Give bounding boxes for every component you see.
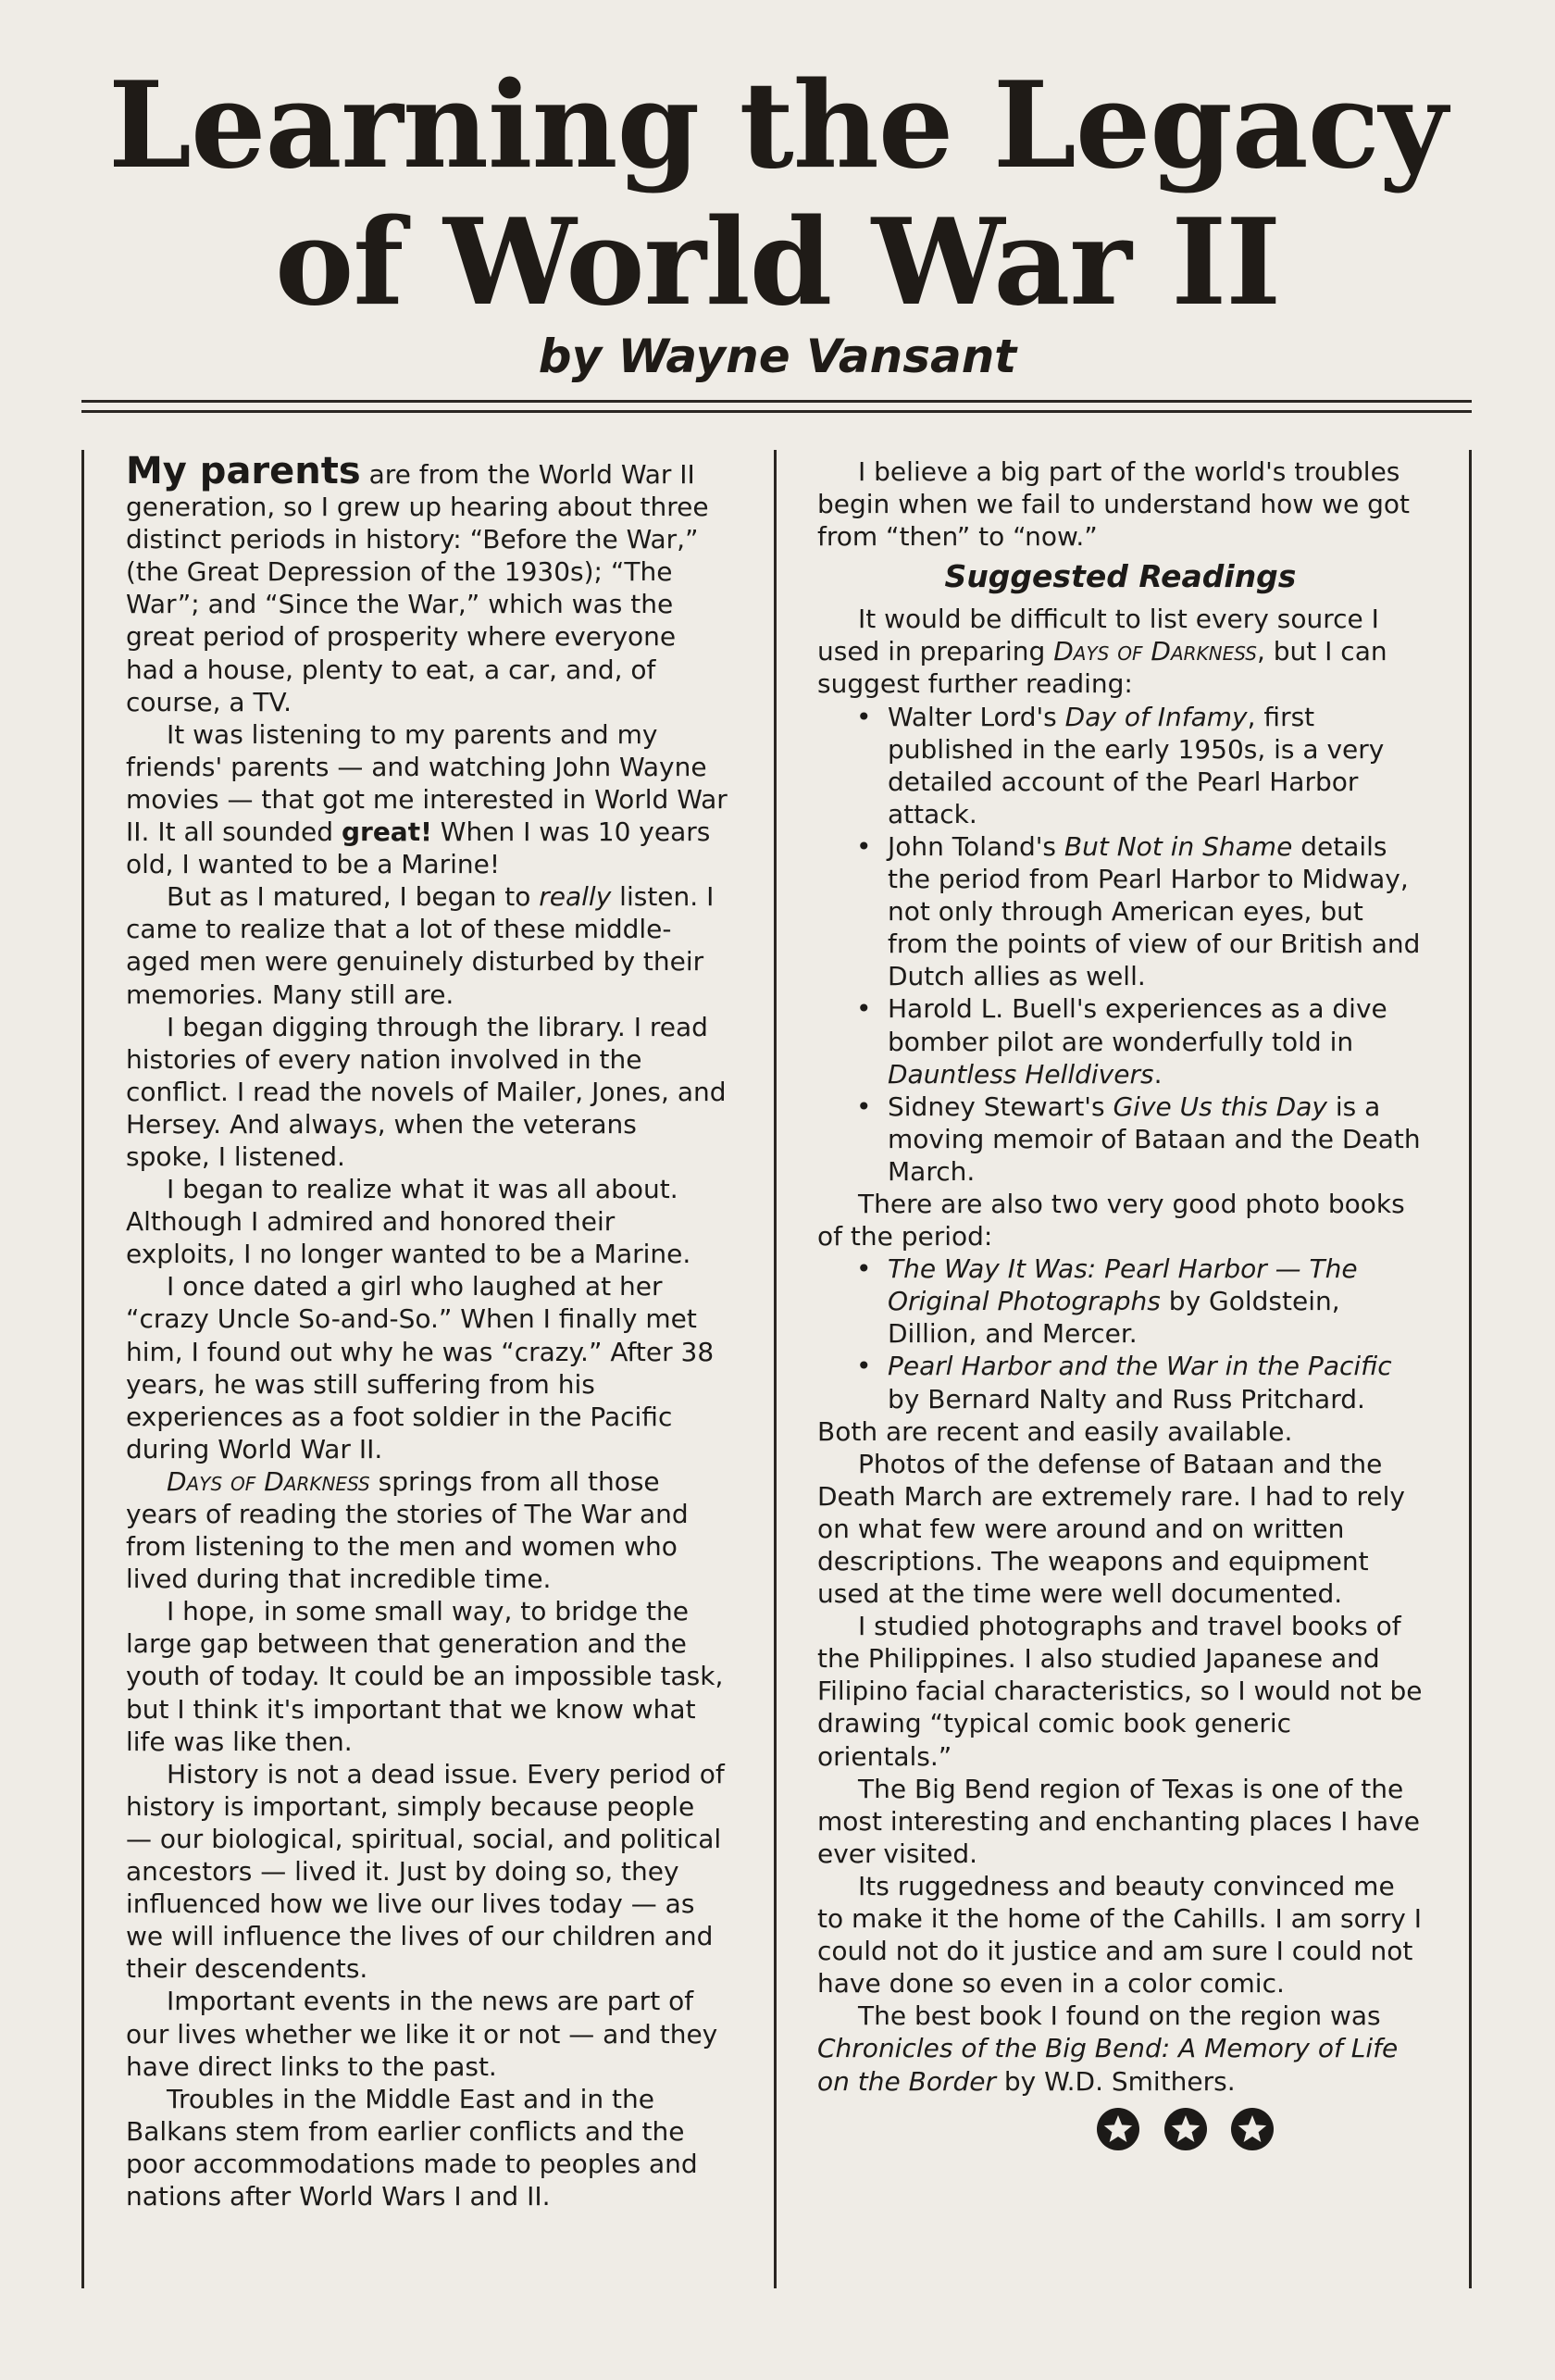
paragraph: I began to realize what it was all about. Although I admired and honored their exploits, I no longer wanted to be a Marine. xyxy=(126,1174,691,1270)
bullet: • xyxy=(856,1090,872,1122)
list-item: • Harold L. Buell's experiences as a dive bomber pilot are wonderfully told in Dauntless Helldivers. xyxy=(856,993,1387,1090)
paragraph: It would be difficult to list every source I used in preparing Days of Darkness, but I can suggest further reading: xyxy=(817,604,1387,700)
list-item: • Sidney Stewart's Give Us this Day is a moving memoir of Bataan and the Death March. xyxy=(856,1090,1421,1187)
reading-list xyxy=(817,701,1424,1188)
paragraph: I hope, in some small way, to bridge the large gap between that generation and the youth of today. It could be an impossible task, but I think it's important that we know what life was like then. xyxy=(126,1596,724,1757)
paragraph: It was listening to my parents and my friends' parents — and watching John Wayne movies — that got me interested in World War II. It all sounded great! When I was 10 years old, I wanted to be a Marine! xyxy=(126,718,728,880)
bullet: • xyxy=(856,993,872,1025)
paragraph: Both are recent and easily available. xyxy=(817,1415,1293,1447)
lead-in: My parents xyxy=(126,450,361,492)
list-item: • John Toland's But Not in Shame details the period from Pearl Harbor to Midway, not only through American eyes, but from the points of view of our British and Dutch allies as well. xyxy=(856,830,1421,992)
photo-book-list xyxy=(817,1252,1424,1414)
title-line-2: of World War II xyxy=(274,193,1281,332)
byline: by Wayne Vansant xyxy=(538,330,1017,383)
paragraph: Days of Darkness springs from all those years of reading the stories of The War and from listening to the men and women who lived during that incredible time. xyxy=(126,1465,689,1595)
right-column xyxy=(817,455,1424,2159)
list-item: • Walter Lord's Day of Infamy, first published in the early 1950s, is a very detailed account of the Pearl Harbor attack. xyxy=(856,701,1385,829)
paragraph: But as I matured, I began to really listen. I came to realize that a lot of these middle-aged men were genuinely disturbed by their memories. Many still are. xyxy=(126,881,715,1010)
column-rule-right xyxy=(1469,450,1472,2288)
paragraph: The best book I found on the region was Chronicles of the Big Bend: A Memory of Life on the Border by W.D. Smithers. xyxy=(817,2000,1399,2097)
paragraph: Troubles in the Middle East and in the Balkans stem from earlier conflicts and the poor accommodations made to peoples and nations after World Wars I and II. xyxy=(126,2083,698,2212)
article-title xyxy=(56,57,1499,331)
book-title: Days of Darkness xyxy=(167,1465,370,1497)
paragraph: Photos of the defense of Bataan and the Death March are extremely rare. I had to rely on what few were around and on written descriptions. The weapons and equipment used at the time were well documented. xyxy=(817,1448,1405,1610)
left-column xyxy=(126,450,728,2212)
paragraph: There are also two very good photo books of the period: xyxy=(817,1188,1405,1252)
book-title: Days of Darkness xyxy=(1053,636,1257,667)
section-heading: Suggested Readings xyxy=(944,558,1297,595)
end-ornament xyxy=(817,2107,1424,2159)
title-line-1: Learning the Legacy xyxy=(108,56,1447,195)
header-rule-top xyxy=(81,400,1472,403)
column-rule-middle xyxy=(774,450,777,2288)
header-rule-bottom xyxy=(81,410,1472,413)
paragraph: Its ruggedness and beauty convinced me to make it the home of the Cahills. I am sorry I could not do it justice and am sure I could not have done so even in a color comic. xyxy=(817,1870,1422,2000)
star-in-circle-icon xyxy=(1163,2107,1208,2151)
paragraph: I began digging through the library. I read histories of every nation involved in the conflict. I read the novels of Mailer, Jones, and Hersey. And always, when the veterans spoke, I listened. xyxy=(126,1011,727,1172)
bullet: • xyxy=(856,1351,872,1382)
paragraph: Important events in the news are part of our lives whether we like it or not — and they have direct links to the past. xyxy=(126,1986,718,2082)
star-in-circle-icon xyxy=(1096,2107,1140,2151)
paragraph: I believe a big part of the world's troubles begin when we fail to understand how we got from “then” to “now.” xyxy=(817,456,1410,553)
paragraph: History is not a dead issue. Every period of history is important, simply because people — our biological, spiritual, social, and political ancestors — lived it. Just by doing so, they influenced how we live our lives today — as we will influence the lives of our children and their descendents. xyxy=(126,1758,725,1985)
list-item: • The Way It Was: Pearl Harbor — The Original Photographs by Goldstein, Dillion, and Mercer. xyxy=(856,1253,1358,1350)
bullet: • xyxy=(856,701,872,732)
paragraph: I once dated a girl who laughed at her “crazy Uncle So-and-So.” When I finally met him, I found out why he was “crazy.” After 38 years, he was still suffering from his experiences as a foot soldier in the Pacific during World War II. xyxy=(126,1271,715,1464)
star-in-circle-icon xyxy=(1230,2107,1275,2151)
bullet: • xyxy=(856,830,872,862)
paragraph: I studied photographs and travel books of the Philippines. I also studied Japanese and Filipino facial characteristics, so I would not be drawing “typical comic book generic orientals.” xyxy=(817,1611,1423,1772)
paragraph: My parents are from the World War II generation, so I grew up hearing about three distinct periods in history: “Before the War,” (the Great Depression of the 1930s); “The War”; and “Since the War,” which was the great period of prosperity where everyone had a house, plenty to eat, a car, and, of course, a TV. xyxy=(126,450,709,717)
column-rule-left xyxy=(81,450,84,2288)
bullet: • xyxy=(856,1253,872,1285)
list-item: • Pearl Harbor and the War in the Pacific by Bernard Nalty and Russ Pritchard. xyxy=(856,1351,1392,1414)
paragraph: The Big Bend region of Texas is one of the most interesting and enchanting places I have ever visited. xyxy=(817,1773,1420,1869)
